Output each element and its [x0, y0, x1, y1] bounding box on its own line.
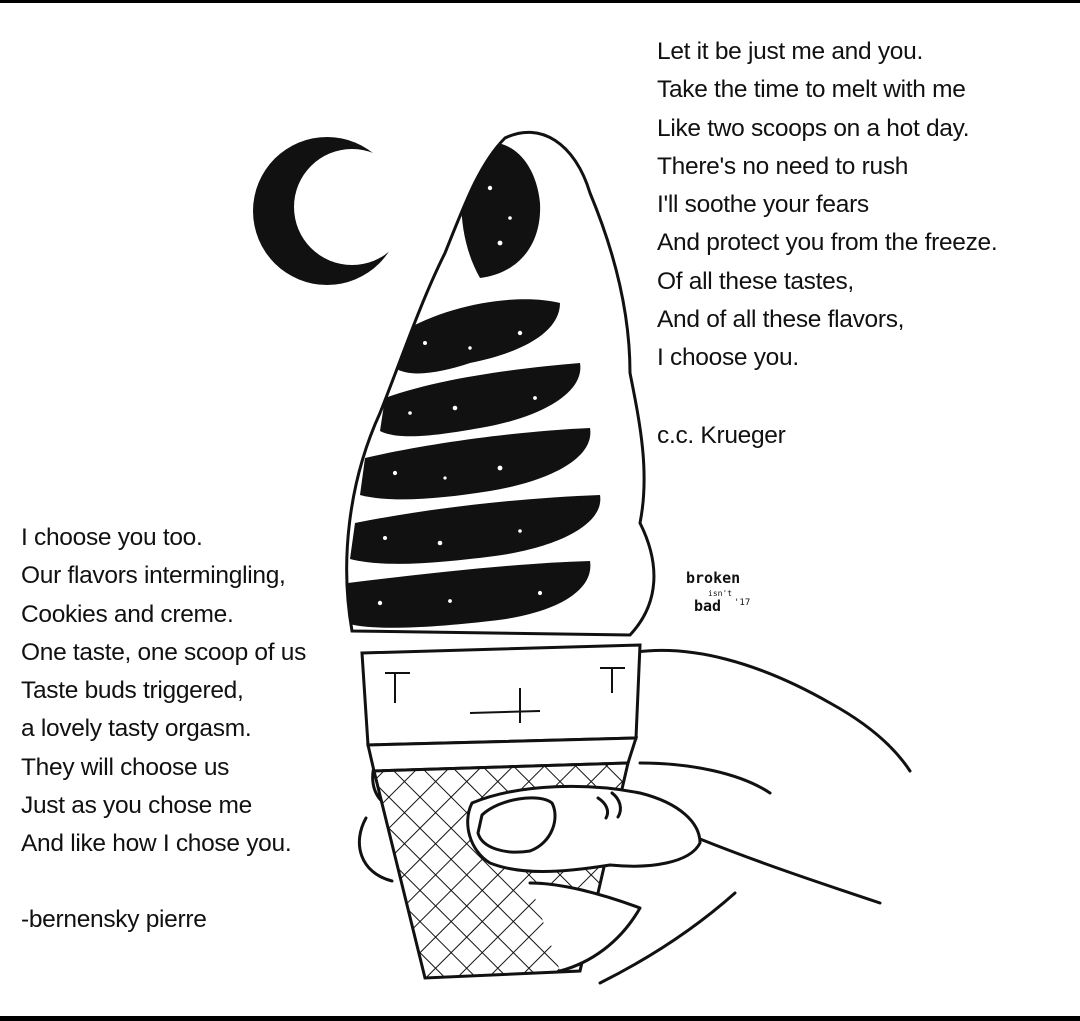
poem-image [0, 3, 1080, 1016]
poem-line: Of all these tastes, [657, 267, 854, 295]
poem-line: Let it be just me and you. [657, 38, 923, 65]
poem-line: Our flavors intermingling, [21, 562, 286, 590]
poem-line: Just as you chose me [21, 792, 252, 820]
poem-line: a lovely tasty orgasm. [21, 715, 252, 743]
poem-top-signature: c.c. Krueger [657, 422, 786, 449]
poem-line: They will choose us [21, 753, 230, 781]
artist-mark-line1: broken [686, 569, 741, 587]
poem-line: Like two scoops on a hot day. [657, 114, 970, 142]
poem-line: And of all these flavors, [657, 306, 905, 334]
poem-bottom-signature: -bernensky pierre [21, 906, 207, 933]
poem-line: One taste, one scoop of us [21, 638, 307, 666]
poem-line: Cookies and creme. [21, 600, 234, 628]
artist-mark-line3: bad [694, 597, 722, 615]
poem-bottom [21, 519, 306, 864]
poem-line: I choose you. [657, 344, 799, 372]
poem-line: I'll soothe your fears [657, 191, 869, 219]
crescent-moon-icon [253, 137, 410, 285]
poem-top [657, 33, 997, 378]
poem-line: Take the time to melt with me [657, 76, 966, 104]
poem-line: There's no need to rush [657, 152, 909, 180]
poem-line: And like how I chose you. [21, 830, 292, 858]
artist-mark-line2: isn't [708, 589, 733, 598]
artist-signature [684, 563, 764, 633]
artist-mark-year: '17 [734, 598, 751, 608]
poem-line: And protect you from the freeze. [657, 229, 998, 257]
poem-line: Taste buds triggered, [21, 677, 244, 705]
poem-line: I choose you too. [21, 524, 203, 551]
